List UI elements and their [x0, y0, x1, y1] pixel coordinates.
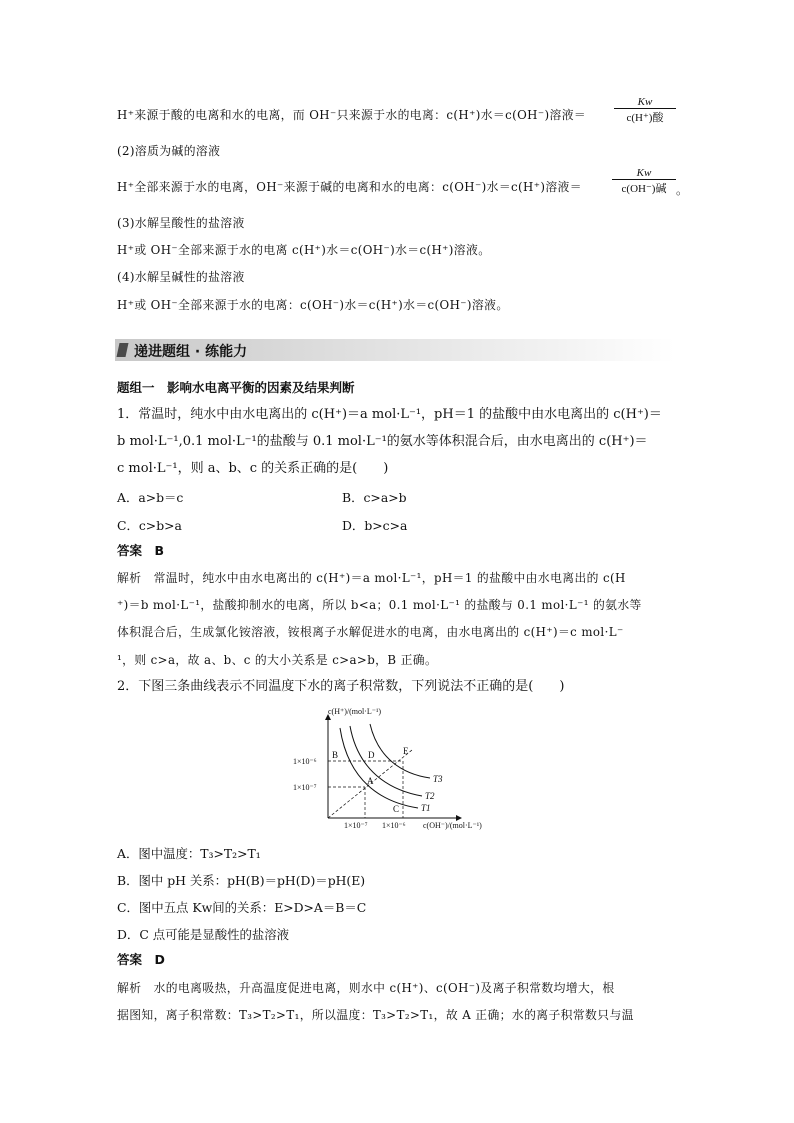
- intro-line-4: (3)水解呈酸性的盐溶液: [117, 216, 245, 230]
- q1-stem-line-1: 1．常温时，纯水中由水电离出的 c(H⁺)＝a mol·L⁻¹，pH＝1 的盐酸中由水电离出的 c(H⁺)＝: [117, 407, 662, 422]
- q2-answer: 答案 D: [117, 952, 165, 967]
- x-tick-low: 1×10⁻⁷: [344, 821, 368, 830]
- point-d-label: D: [368, 750, 375, 760]
- fraction-numerator: Kw: [614, 96, 676, 109]
- fraction-kw-over-acid: [614, 96, 676, 125]
- q2-option-d: D．C 点可能是显酸性的盐溶液: [117, 927, 290, 942]
- fraction-tail: 。: [676, 183, 689, 197]
- point-a-label: A: [367, 776, 374, 786]
- intro-line-6: (4)水解呈碱性的盐溶液: [117, 270, 245, 284]
- q2-explanation-line-2: 据图知，离子积常数：T₃>T₂>T₁，所以温度：T₃>T₂>T₁，故 A 正确；水的离子积常数只与温: [117, 1008, 634, 1022]
- intro-line-7: H⁺或 OH⁻全部来源于水的电离：c(OH⁻)水＝c(H⁺)水＝c(OH⁻)溶液。: [117, 298, 509, 312]
- point-b-label: B: [332, 750, 339, 760]
- q1-option-a: A．a>b＝c: [117, 490, 184, 505]
- ionic-product-graph: [290, 702, 510, 834]
- q1-option-b: B．c>a>b: [342, 490, 407, 505]
- section-heading: [115, 339, 675, 361]
- intro-line-1: H⁺来源于酸的电离和水的电离，而 OH⁻只来源于水的电离：c(H⁺)水＝c(OH⁻)溶液＝: [117, 108, 587, 122]
- fraction-kw-over-base: [612, 167, 676, 196]
- y-tick-low: 1×10⁻⁷: [293, 783, 317, 792]
- q1-explanation-line-1: 解析 常温时，纯水中由水电离出的 c(H⁺)＝a mol·L⁻¹，pH＝1 的盐酸中由水电离出的 c(H: [117, 571, 626, 585]
- y-tick-high: 1×10⁻⁶: [293, 757, 317, 766]
- q1-explanation-line-3: 体积混合后，生成氯化铵溶液，铵根离子水解促进水的电离，由水电离出的 c(H⁺)＝c mol·L⁻: [117, 625, 624, 639]
- intro-line-3: H⁺全部来源于水的电离，OH⁻来源于碱的电离和水的电离：c(OH⁻)水＝c(H⁺)溶液＝: [117, 180, 582, 194]
- curve-t3: [370, 724, 430, 778]
- curve-t1-label: T1: [421, 803, 431, 813]
- q2-explanation-line-1: 解析 水的电离吸热，升高温度促进电离，则水中 c(H⁺)、c(OH⁻)及离子积常数均增大，根: [117, 981, 615, 995]
- fraction-denominator: c(H⁺)酸: [626, 112, 664, 124]
- q1-stem-line-3: c mol·L⁻¹，则 a、b、c 的关系正确的是( ): [117, 461, 389, 476]
- fraction-denominator: c(OH⁻)碱: [621, 183, 667, 195]
- q1-explanation-line-4: ¹，则 c>a，故 a、b、c 的大小关系是 c>a>b，B 正确。: [117, 653, 438, 667]
- x-axis-label: c(OH⁻)/(mol·L⁻¹): [423, 821, 482, 830]
- q2-stem: 2．下图三条曲线表示不同温度下水的离子积常数，下列说法不正确的是( ): [117, 679, 565, 694]
- group-title: 题组一 影响水电离平衡的因素及结果判断: [117, 380, 355, 395]
- q1-explanation-line-2: ⁺)＝b mol·L⁻¹，盐酸抑制水的电离，所以 b<a；0.1 mol·L⁻¹ 的盐酸与 0.1 mol·L⁻¹ 的氨水等: [117, 598, 642, 612]
- curve-t2-label: T2: [425, 791, 435, 801]
- curve-t3-label: T3: [433, 774, 443, 784]
- y-axis-label: c(H⁺)/(mol·L⁻¹): [328, 707, 382, 716]
- point-e-label: E: [403, 746, 409, 756]
- intro-line-5: H⁺或 OH⁻全部来源于水的电离 c(H⁺)水＝c(OH⁻)水＝c(H⁺)溶液。: [117, 243, 491, 257]
- q2-option-c: C．图中五点 Kw间的关系：E>D>A＝B＝C: [117, 900, 367, 915]
- x-tick-high: 1×10⁻⁶: [382, 821, 406, 830]
- q1-stem-line-2: b mol·L⁻¹,0.1 mol·L⁻¹的盐酸与 0.1 mol·L⁻¹的氨水等体积混合后，由水电离出的 c(H⁺)＝: [117, 434, 648, 449]
- q1-option-d: D．b>c>a: [342, 518, 408, 533]
- q2-option-a: A．图中温度：T₃>T₂>T₁: [117, 846, 261, 861]
- q1-answer: 答案 B: [117, 543, 165, 558]
- q2-option-b: B．图中 pH 关系：pH(B)＝pH(D)＝pH(E): [117, 873, 366, 888]
- intro-line-2: (2)溶质为碱的溶液: [117, 144, 221, 158]
- point-c-label: C: [393, 804, 400, 814]
- curve-t1: [340, 728, 418, 808]
- fraction-numerator: Kw: [612, 167, 676, 180]
- section-heading-text: 递进题组 · 练能力: [134, 344, 248, 360]
- q1-option-c: C．c>b>a: [117, 518, 182, 533]
